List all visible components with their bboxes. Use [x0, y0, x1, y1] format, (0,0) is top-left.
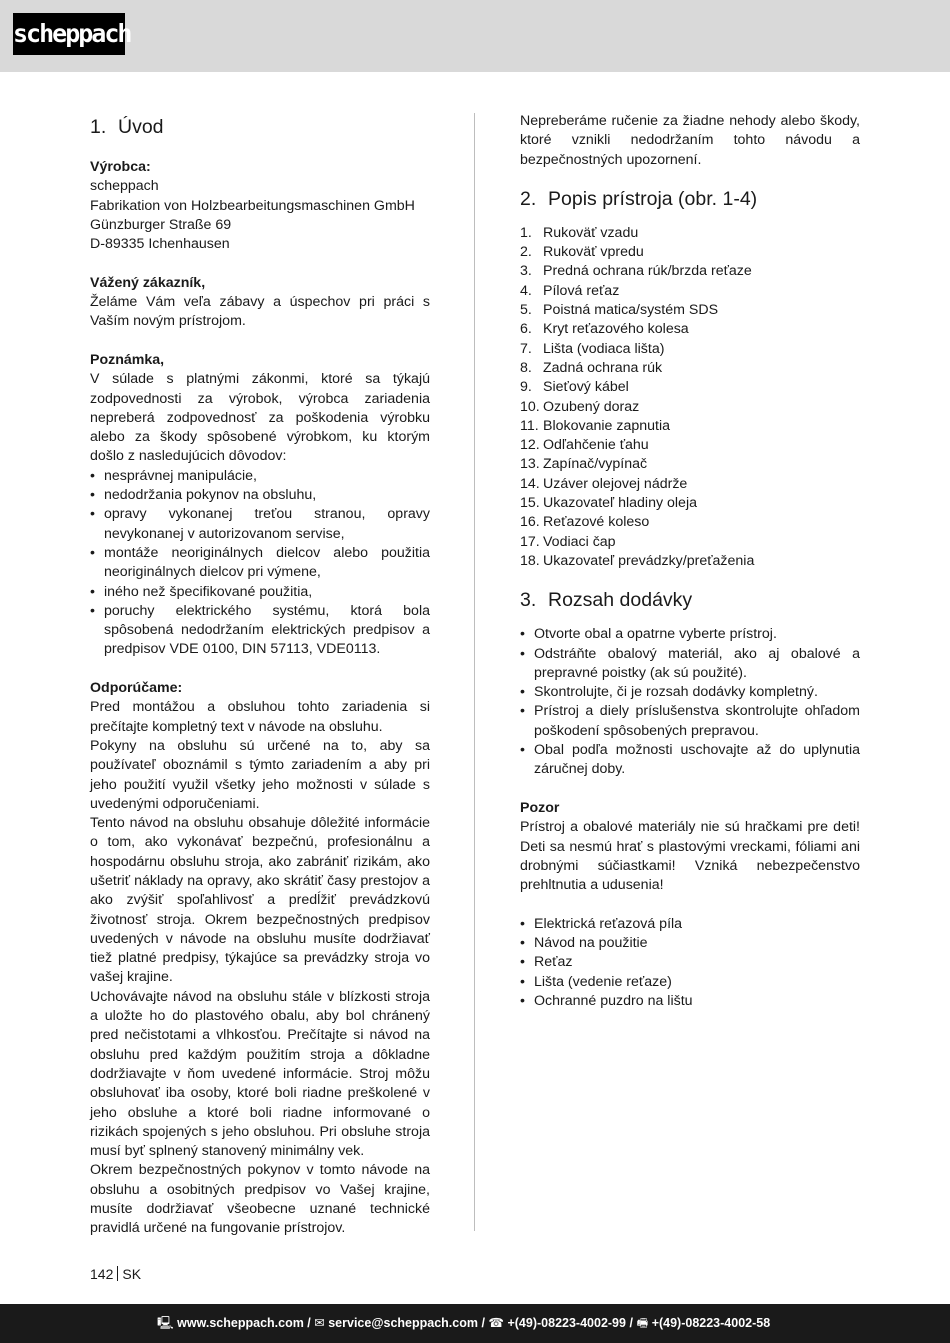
left-column: [90, 112, 430, 1239]
recommend-paragraph: Pokyny na obsluhu sú určené na to, aby sa používateľ oboznámil s týmto zariadením a aby pri jeho použití využil všetky jeho možnosti v súlade s uvedenými odporučeniami.: [90, 737, 430, 812]
list-item: 4. Pílová reťaz: [520, 282, 620, 299]
fax-icon: 🖷: [636, 1316, 649, 1330]
manufacturer-label: Výrobca:: [90, 159, 151, 175]
list-item: • Otvorte obal a opatrne vyberte prístroj.: [520, 625, 860, 644]
warning-label: Pozor: [520, 799, 560, 816]
list-item: 17. Vodiaci čap: [520, 533, 616, 550]
recommend-paragraph: Pred montážou a obsluhou tohto zariadenia si prečítajte kompletný text v návode na obsluhu.: [90, 699, 430, 735]
section-1-number: 1.: [90, 116, 107, 138]
recommend-paragraph: Tento návod na obsluhu obsahuje dôležité informácie o tom, ako vykonávať bezpečnú, profesionálnu a hospodárnu obsluhu stroja, ako zabrániť rizikám, ako ušetriť náklady na opravy, ako skrátiť časy prestojov a ako zvýšiť spoľahlivosť a predĺžiť prevádzkovú životnosť stroja. Okrem bezpečnostných predpisov uvedených v návode na obsluhu musíte dodržiavať tiež platné predpisy, týkajúce sa prevádzky stroja vo vašej krajine.: [90, 815, 430, 986]
page-number-separator: [117, 1266, 118, 1281]
right-column: [520, 112, 860, 1011]
section-3-title: Rozsah dodávky: [548, 589, 693, 612]
note-text: V súlade s platnými zákonmi, ktoré sa týkajú zodpovednosti za výrobok, výrobca zariadenia nepreberá zodpovednosť za poškodenia výrobku alebo za škody spôsobené výrobkom, ku ktorým došlo z nasledujúcich dôvodov:: [90, 371, 430, 465]
delivery-bullet-list: [520, 625, 860, 779]
list-item: 3. Predná ochrana rúk/brzda reťaze: [520, 263, 752, 280]
list-item: 5. Poistná matica/systém SDS: [520, 302, 719, 319]
customer-text: Želáme Vám veľa zábavy a úspechov pri práci s Vaším novým prístrojom.: [90, 294, 430, 330]
footer-bar: [0, 1304, 950, 1343]
footer-fax: +(49)-08223-4002-58: [651, 1316, 771, 1330]
list-item: • Reťaz: [520, 953, 860, 972]
list-item: • Ochranné puzdro na lištu: [520, 992, 860, 1011]
list-item: • Návod na použitie: [520, 934, 860, 953]
customer-label: Vážený zákazník,: [90, 274, 206, 291]
footer-separator: /: [303, 1316, 315, 1330]
email-icon: ✉: [314, 1316, 325, 1330]
list-item: 7. Lišta (vodiaca lišta): [520, 340, 665, 357]
note-label: Poznámka,: [90, 351, 165, 368]
liability-text: Nepreberáme ručenie za žiadne nehody alebo škody, ktoré vznikli nedodržaním tohto návodu a bezpečnostných upozornení.: [520, 113, 860, 168]
section-2-number: 2.: [520, 187, 537, 210]
list-item: 14. Uzáver olejovej nádrže: [520, 475, 688, 492]
list-item: • nedodržania pokynov na obsluhu,: [90, 486, 430, 505]
list-item: • Obal podľa možnosti uschovajte až do uplynutia záručnej doby.: [520, 741, 860, 780]
list-item: • nesprávnej manipulácie,: [90, 467, 430, 486]
list-item: 15. Ukazovateľ hladiny oleja: [520, 495, 697, 512]
list-item: 2. Rukoväť vpredu: [520, 244, 644, 261]
header-bar: [0, 0, 950, 72]
phone-icon: ☎: [488, 1316, 504, 1330]
manufacturer-line: Fabrikation von Holzbearbeitungsmaschinen GmbH: [90, 197, 415, 214]
parts-list: [520, 224, 860, 571]
list-item: 16. Reťazové koleso: [520, 514, 650, 531]
section-2-heading: [520, 186, 860, 212]
recommend-label: Odporúčame:: [90, 680, 183, 697]
manufacturer-line: D-89335 Ichenhausen: [90, 236, 230, 253]
footer-phone: +(49)-08223-4002-99: [507, 1316, 626, 1330]
list-item: 1. Rukoväť vzadu: [520, 224, 639, 241]
section-2-title: Popis prístroja (obr. 1-4): [548, 187, 758, 210]
section-1-heading: [90, 114, 430, 140]
list-item: 8. Zadná ochrana rúk: [520, 359, 663, 376]
section-3-heading: [520, 587, 860, 613]
list-item: • poruchy elektrického systému, ktorá bola spôsobená nedodržaním elektrických predpisov a predpisov VDE 0100, DIN 57113, VDE0113.: [90, 602, 430, 660]
footer-separator: /: [477, 1316, 489, 1330]
list-item: • montáže neoriginálnych dielcov alebo použitia neoriginálnych dielcov pri výmene,: [90, 544, 430, 583]
list-item: 13. Zapínač/vypínač: [520, 456, 648, 473]
list-item: • opravy vykonanej treťou stranou, opravy nevykonanej v autorizovanom servise,: [90, 505, 430, 544]
list-item: • iného než špecifikované použitia,: [90, 583, 430, 602]
page-number: [90, 1265, 141, 1284]
list-item: • Skontrolujte, či je rozsah dodávky kompletný.: [520, 683, 860, 702]
footer-contacts: [157, 1304, 770, 1343]
section-3-number: 3.: [520, 589, 537, 612]
contents-bullet-list: [520, 915, 860, 1011]
list-item: 11. Blokovanie zapnutia: [520, 417, 670, 434]
footer-email-link[interactable]: service@scheppach.com: [328, 1316, 478, 1330]
list-item: 6. Kryt reťazového kolesa: [520, 321, 689, 338]
note-bullet-list: [90, 467, 430, 660]
manufacturer-line: scheppach: [90, 178, 159, 195]
page-number-value: 142: [90, 1266, 114, 1282]
manufacturer-line: Günzburger Straße 69: [90, 216, 232, 233]
section-1-title: Úvod: [118, 116, 164, 138]
list-item: 18. Ukazovateľ prevádzky/preťaženia: [520, 552, 755, 569]
scheppach-logo: scheppach: [13, 13, 125, 55]
page-language: SK: [122, 1266, 142, 1282]
column-divider: [474, 113, 475, 1231]
list-item: • Elektrická reťazová píla: [520, 915, 860, 934]
list-item: • Odstráňte obalový materiál, ako aj obalové a prepravné poistky (ak sú použité).: [520, 645, 860, 684]
list-item: • Lišta (vedenie reťaze): [520, 973, 860, 992]
recommend-paragraph: Uchovávajte návod na obsluhu stále v blízkosti stroja a uložte ho do plastového obalu, aby bol chránený pred nečistotami a vlhkosťou. Prečítajte si návod na obsluhu pred každým použitím stroja a dôkladne dodržiavajte v ňom uvedené informácie. Stroj môžu obsluhovať iba osoby, ktoré boli riadne preškolené v jeho obsluhe a ktoré boli riadne informované o rizikách spojených s jeho obsluhou. Pri obsluhe stroja musí byť splnený stanovený minimálny vek.: [90, 988, 430, 1160]
footer-website-link[interactable]: www.scheppach.com: [177, 1316, 304, 1330]
list-item: • Prístroj a diely príslušenstva skontrolujte ohľadom poškodení spôsobených prepravou.: [520, 702, 860, 741]
warning-text: Prístroj a obalové materiály nie sú hračkami pre deti! Deti sa nesmú hrať s plastovými vreckami, fóliami ani drobnými súčiastkami! Vzniká nebezpečenstvo prehltnutia a udusenia!: [520, 819, 860, 894]
list-item: 12. Odľahčenie ťahu: [520, 437, 649, 454]
list-item: 9. Sieťový kábel: [520, 379, 629, 396]
computer-icon: 🖳: [157, 1316, 174, 1330]
list-item: 10. Ozubený doraz: [520, 398, 640, 415]
recommend-paragraph: Okrem bezpečnostných pokynov v tomto návode na obsluhu a osobitných predpisov vo Vašej krajine, musíte dodržiavať všeobecne uznané technické pravidlá určené na fungovanie prístrojov.: [90, 1162, 430, 1237]
footer-separator: /: [625, 1316, 637, 1330]
